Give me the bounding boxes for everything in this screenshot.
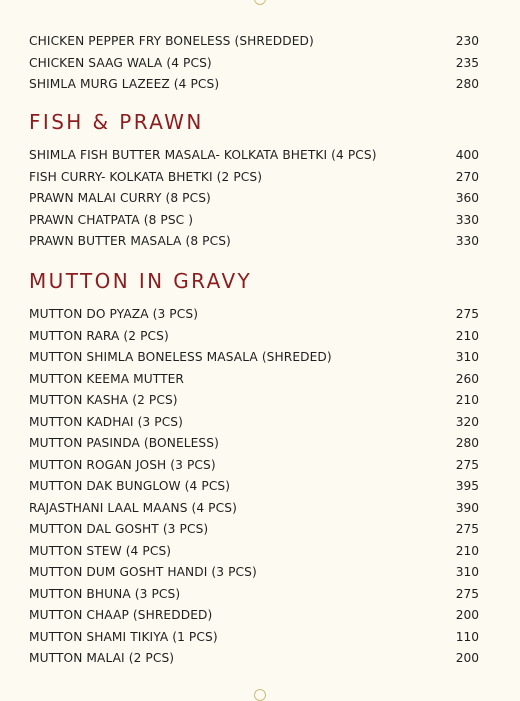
- menu-item-price: 330: [455, 212, 479, 227]
- menu-item-name: MUTTON PASINDA (BONELESS): [29, 436, 219, 450]
- menu-item-name: PRAWN BUTTER MASALA (8 PCS): [29, 234, 231, 248]
- menu-item-price: 210: [455, 328, 479, 343]
- menu-item: [29, 412, 479, 434]
- menu-item-price: 270: [455, 169, 479, 184]
- menu-item-name: MUTTON DAK BUNGLOW (4 PCS): [29, 479, 231, 493]
- menu-item: [29, 605, 479, 627]
- menu-item-price: 330: [455, 234, 479, 248]
- menu-item-name: PRAWN CHATPATA (8 PSC ): [29, 212, 194, 227]
- menu-item: [29, 541, 479, 563]
- menu-item: [29, 498, 479, 520]
- menu-item-name: MUTTON ROGAN JOSH (3 PCS): [29, 457, 216, 472]
- menu-item-name: SHIMLA FISH BUTTER MASALA- KOLKATA BHETKI (4 PCS): [29, 148, 377, 162]
- menu-item-name: MUTTON KEEMA MUTTER: [29, 371, 184, 386]
- menu-item-price: 275: [455, 586, 479, 601]
- menu-item-name: PRAWN MALAI CURRY (8 PCS): [29, 191, 211, 205]
- menu-item: [29, 584, 479, 606]
- menu-item-name: FISH CURRY- KOLKATA BHETKI (2 PCS): [29, 169, 263, 184]
- menu-item-price: 200: [455, 608, 479, 622]
- menu-item-price: 280: [455, 436, 479, 450]
- top-ornament-circle: [254, 0, 266, 5]
- menu-item-price: 395: [455, 479, 479, 493]
- menu-item-name: MUTTON SHIMLA BONELESS MASALA (SHREDED): [29, 350, 332, 364]
- menu-item: [29, 476, 479, 498]
- menu-item: [29, 519, 479, 541]
- menu-item: [29, 145, 479, 167]
- menu-item-price: 310: [455, 350, 479, 364]
- menu-item-name: SHIMLA MURG LAZEEZ (4 PCS): [29, 77, 220, 91]
- menu-item-name: MUTTON KADHAI (3 PCS): [29, 414, 183, 429]
- fish-prawn-item-list: [29, 145, 479, 253]
- menu-item-price: 275: [455, 522, 479, 536]
- menu-item-price: 275: [455, 457, 479, 472]
- menu-item: [29, 167, 479, 189]
- menu-item: [29, 648, 479, 670]
- menu-item: [29, 74, 479, 96]
- menu-item-price: 390: [455, 500, 479, 515]
- menu-item: [29, 369, 479, 391]
- menu-item-name: MUTTON RARA (2 PCS): [29, 328, 169, 343]
- menu-item: [29, 31, 479, 53]
- menu-item-price: 235: [455, 55, 479, 70]
- menu-item: [29, 188, 479, 210]
- menu-item: [29, 390, 479, 412]
- menu-item-name: MUTTON DO PYAZA (3 PCS): [29, 307, 199, 321]
- bottom-ornament-circle: [254, 689, 266, 701]
- menu-item: [29, 231, 479, 253]
- menu-item-price: 280: [455, 77, 479, 91]
- menu-item-name: RAJASTHANI LAAL MAANS (4 PCS): [29, 500, 237, 515]
- menu-item-price: 110: [455, 629, 479, 644]
- menu-item-price: 230: [455, 34, 479, 48]
- menu-item-name: CHICKEN SAAG WALA (4 PCS): [29, 55, 212, 70]
- menu-item: [29, 53, 479, 75]
- mutton-gravy-item-list: [29, 304, 479, 670]
- section-heading-fish-prawn: FISH & PRAWN: [29, 110, 204, 134]
- menu-item-price: 360: [455, 191, 479, 205]
- menu-item-price: 400: [455, 148, 479, 162]
- menu-item-name: MUTTON MALAI (2 PCS): [29, 651, 175, 665]
- menu-item: [29, 455, 479, 477]
- section-heading-mutton-gravy: MUTTON IN GRAVY: [29, 269, 253, 293]
- menu-item-price: 260: [455, 371, 479, 386]
- menu-item: [29, 304, 479, 326]
- menu-item-name: MUTTON KASHA (2 PCS): [29, 393, 178, 407]
- menu-item-price: 275: [455, 307, 479, 321]
- menu-item: [29, 210, 479, 232]
- menu-item-price: 200: [455, 651, 479, 665]
- menu-item-name: MUTTON BHUNA (3 PCS): [29, 586, 181, 601]
- menu-item-price: 210: [455, 543, 479, 558]
- menu-item: [29, 347, 479, 369]
- menu-item-price: 210: [455, 393, 479, 407]
- menu-item: [29, 433, 479, 455]
- menu-item: [29, 326, 479, 348]
- menu-item-name: MUTTON STEW (4 PCS): [29, 543, 172, 558]
- menu-item-name: MUTTON DUM GOSHT HANDI (3 PCS): [29, 565, 257, 579]
- menu-item-name: MUTTON CHAAP (SHREDDED): [29, 608, 213, 622]
- menu-item-price: 310: [455, 565, 479, 579]
- menu-item: [29, 627, 479, 649]
- menu-item: [29, 562, 479, 584]
- menu-item-name: CHICKEN PEPPER FRY BONELESS (SHREDDED): [29, 34, 314, 48]
- menu-item-price: 320: [455, 414, 479, 429]
- menu-item-name: MUTTON DAL GOSHT (3 PCS): [29, 522, 209, 536]
- intro-item-list: [29, 31, 479, 96]
- menu-item-name: MUTTON SHAMI TIKIYA (1 PCS): [29, 629, 218, 644]
